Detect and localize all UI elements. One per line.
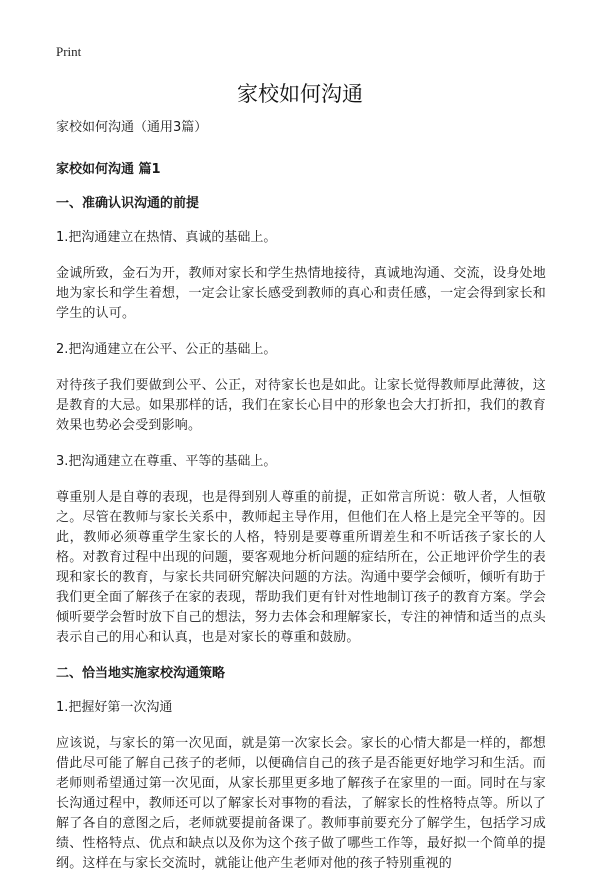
page-title: 家校如何沟通: [237, 82, 363, 106]
paragraph: 尊重别人是自尊的表现，也是得到别人尊重的前提，正如常言所说：敬人者，人恒敬之。尽管在教师与家长关系中，教师起主导作用，但他们在人格上是完全平等的。因此，教师必须尊重学生家长的人格，特别是要尊重所谓差生和不听话孩子家长的人格。对教育过程中出现的问题，要客观地分析问题的症结所在，公正地评价学生的表现和家长的教育，与家长共同研究解决问题的方法。沟通中要学会倾听，倾听有助于我们更全面了解孩子在家的表现，帮助我们更有针对性地制订孩子的教育方案。学会倾听要学会暂时放下自己的想法，努力去体会和理解家长，专注的神情和适当的点头表示自己的用心和认真，也是对家长的尊重和鼓励。: [56, 490, 546, 645]
section-heading: 二、恰当地实施家校沟通策略: [56, 666, 226, 681]
paragraph: 应该说，与家长的第一次见面，就是第一次家长会。家长的心情大都是一样的，都想借此尽可能了解自己孩子的老师，以便确信自己的孩子是否能更好地学习和生活。而老师则希望通过第一次见面，从家长那里更多地了解孩子在家里的一面。同时在与家长沟通过程中，教师还可以了解家长对事物的看法，了解家长的性格特点等。所以了解了各自的意图之后，老师就要提前备课了。教师事前要充分了解学生，包括学习成绩、性格特点、优点和缺点以及你为这个孩子做了哪些工作等，最好拟一个简单的提纲。这样在与家长交流时，就能让他产生老师对他的孩子特别重视的: [56, 736, 546, 871]
article-heading: 家校如何沟通 篇1: [56, 162, 161, 177]
document-subtitle: 家校如何沟通（通用3篇）: [56, 120, 208, 135]
item-heading: 1.把握好第一次沟通: [56, 700, 173, 715]
paragraph: 金诚所致，金石为开，教师对家长和学生热情地接待，真诚地沟通、交流，设身处地地为家长和学生着想，一定会让家长感受到教师的真心和责任感，一定会得到家长和学生的认可。: [56, 266, 546, 321]
paragraph: 对待孩子我们要做到公平、公正，对待家长也是如此。让家长觉得教师厚此薄彼，这是教育的大忌。如果那样的话，我们在家长心目中的形象也会大打折扣，我们的教育效果也势必会受到影响。: [56, 378, 546, 433]
item-heading: 3.把沟通建立在尊重、平等的基础上。: [56, 454, 277, 469]
section-heading: 一、准确认识沟通的前提: [56, 196, 200, 211]
item-heading: 1.把沟通建立在热情、真诚的基础上。: [56, 230, 277, 245]
document-body: [56, 118, 546, 890]
print-link[interactable]: Print: [56, 44, 82, 59]
item-heading: 2.把沟通建立在公平、公正的基础上。: [56, 342, 277, 357]
